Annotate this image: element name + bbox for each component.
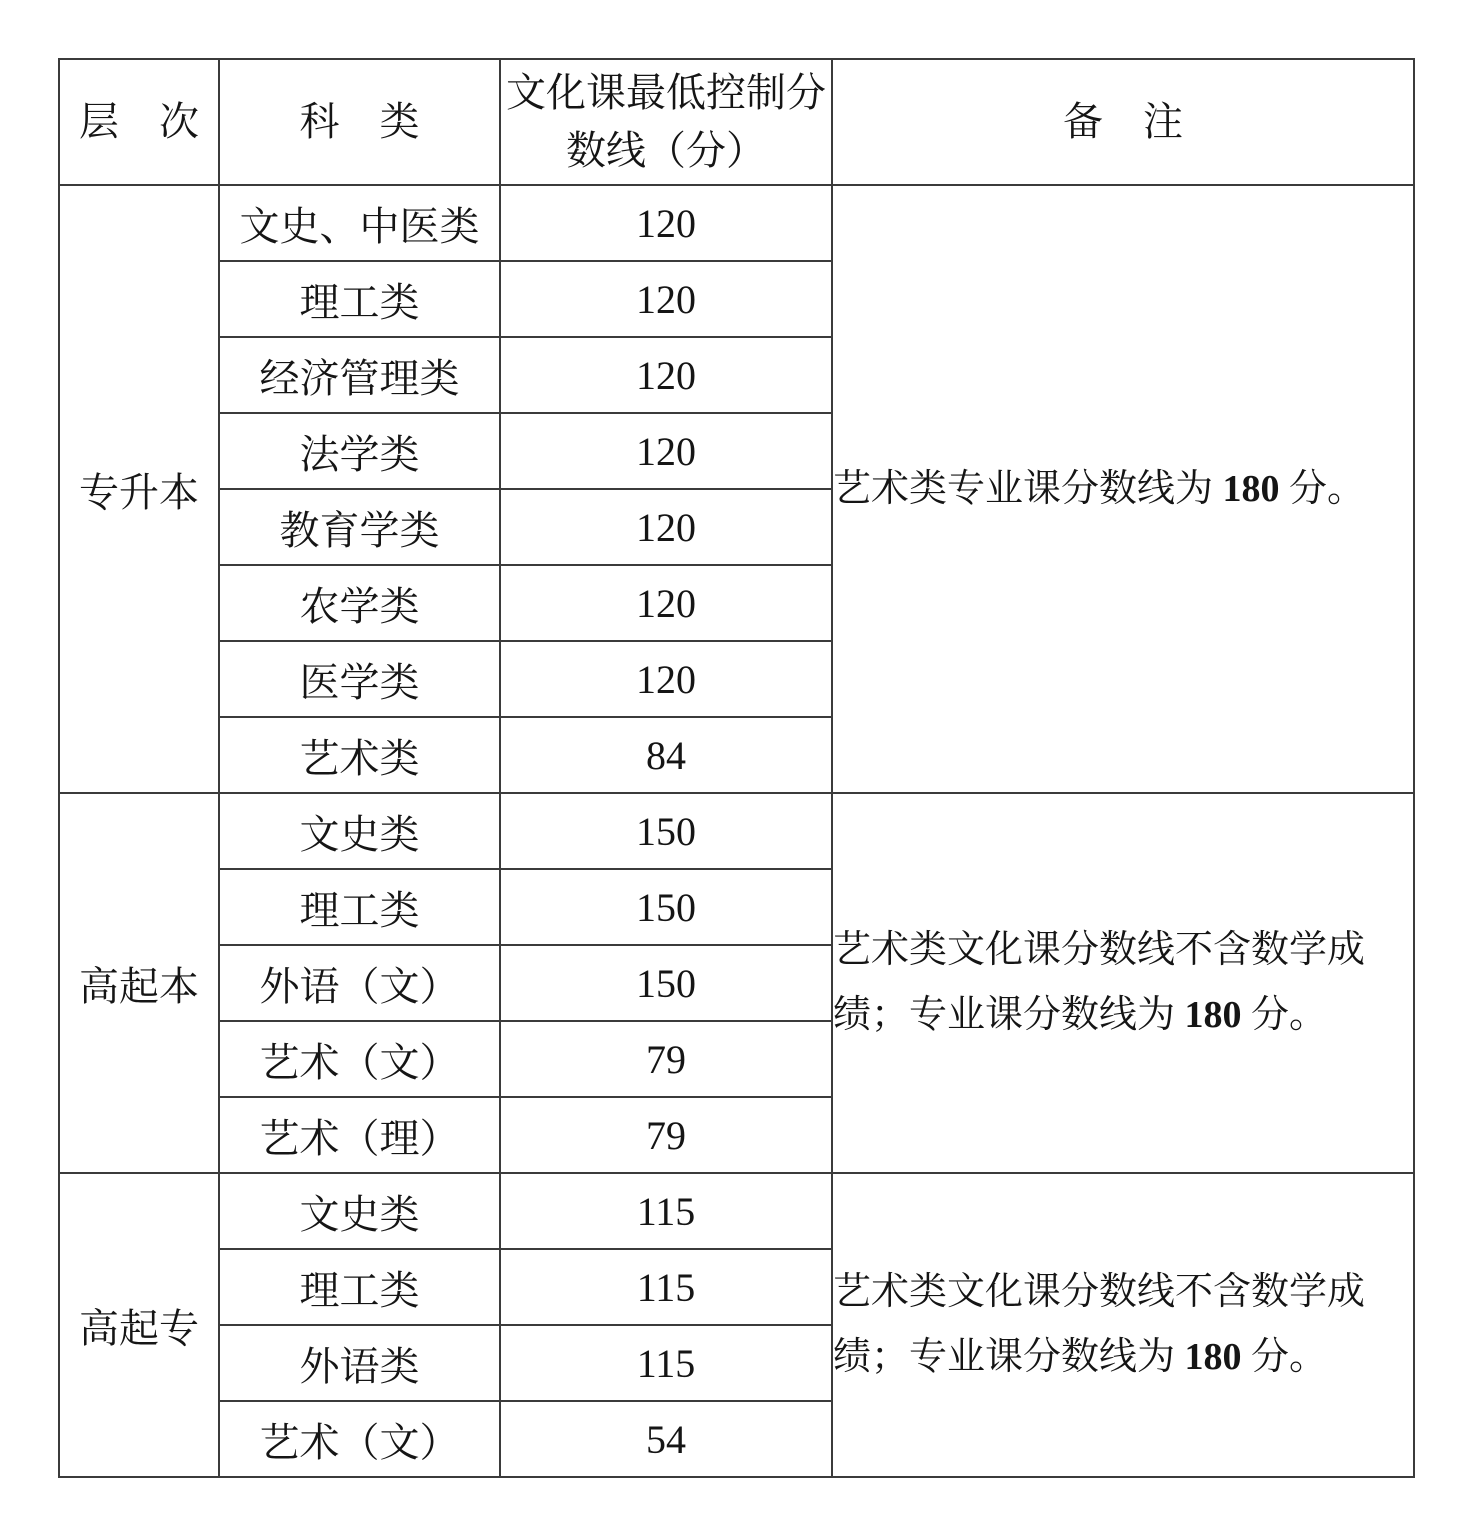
score-cell: 120 xyxy=(500,185,832,261)
score-cell: 115 xyxy=(500,1249,832,1325)
category-cell: 教育学类 xyxy=(219,489,500,565)
remark-score-number: 180 xyxy=(1184,1336,1242,1378)
remark-text-suffix: 分。 xyxy=(1241,1336,1328,1378)
remark-cell-gaoqizhuan xyxy=(832,1173,1414,1477)
table-row xyxy=(59,185,1414,261)
score-cell: 150 xyxy=(500,869,832,945)
score-cell: 84 xyxy=(500,717,832,793)
category-cell: 艺术（文） xyxy=(219,1021,500,1097)
category-cell: 文史类 xyxy=(219,793,500,869)
score-cell: 79 xyxy=(500,1097,832,1173)
remark-cell-gaoqiben xyxy=(832,793,1414,1173)
level-cell-gaoqiben: 高起本 xyxy=(59,793,219,1173)
score-cell: 150 xyxy=(500,945,832,1021)
score-cell: 120 xyxy=(500,337,832,413)
remark-text-suffix: 分。 xyxy=(1279,467,1366,510)
level-cell-gaoqizhuan: 高起专 xyxy=(59,1173,219,1477)
score-cell: 150 xyxy=(500,793,832,869)
category-cell: 文史、中医类 xyxy=(219,185,500,261)
header-row xyxy=(59,59,1414,185)
remark-text: 艺术类专业课分数线为 xyxy=(833,467,1223,510)
remark-text-suffix: 分。 xyxy=(1241,994,1328,1036)
header-remark: 备 注 xyxy=(832,59,1414,185)
category-cell: 外语类 xyxy=(219,1325,500,1401)
category-cell: 艺术（理） xyxy=(219,1097,500,1173)
header-level: 层 次 xyxy=(59,59,219,185)
category-cell: 理工类 xyxy=(219,1249,500,1325)
table-row xyxy=(59,793,1414,869)
score-cell: 120 xyxy=(500,489,832,565)
table-row xyxy=(59,1173,1414,1249)
category-cell: 理工类 xyxy=(219,869,500,945)
score-cell: 120 xyxy=(500,641,832,717)
category-cell: 艺术（文） xyxy=(219,1401,500,1477)
score-cell: 115 xyxy=(500,1173,832,1249)
score-cell: 120 xyxy=(500,565,832,641)
category-cell: 医学类 xyxy=(219,641,500,717)
score-cell: 79 xyxy=(500,1021,832,1097)
score-cell: 120 xyxy=(500,261,832,337)
category-cell: 法学类 xyxy=(219,413,500,489)
score-cell: 115 xyxy=(500,1325,832,1401)
score-cell: 120 xyxy=(500,413,832,489)
category-cell: 外语（文） xyxy=(219,945,500,1021)
remark-score-number: 180 xyxy=(1184,994,1242,1036)
category-cell: 经济管理类 xyxy=(219,337,500,413)
remark-cell-zhuanshengben xyxy=(832,185,1414,793)
remark-text: 艺术类文化课分数线不含数学成绩；专业课分数线为 xyxy=(833,929,1366,1036)
remark-text: 艺术类文化课分数线不含数学成绩；专业课分数线为 xyxy=(833,1271,1366,1378)
category-cell: 农学类 xyxy=(219,565,500,641)
remark-score-number: 180 xyxy=(1222,467,1280,510)
score-cell: 54 xyxy=(500,1401,832,1477)
header-category: 科 类 xyxy=(219,59,500,185)
category-cell: 艺术类 xyxy=(219,717,500,793)
score-table xyxy=(58,58,1415,1478)
category-cell: 文史类 xyxy=(219,1173,500,1249)
header-score: 文化课最低控制分数线（分） xyxy=(500,59,832,185)
category-cell: 理工类 xyxy=(219,261,500,337)
level-cell-zhuanshengben: 专升本 xyxy=(59,185,219,793)
